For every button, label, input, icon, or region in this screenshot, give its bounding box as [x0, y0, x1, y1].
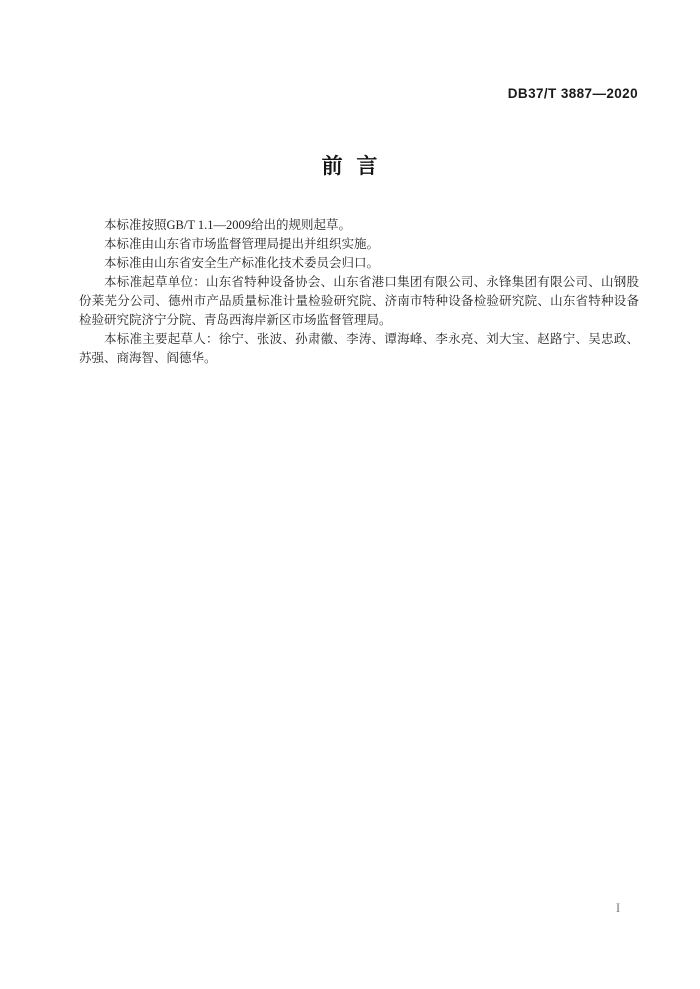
- paragraph-drafting-rule: 本标准按照GB/T 1.1—2009给出的规则起草。: [104, 218, 351, 232]
- foreword-body: [79, 216, 639, 368]
- page-number: I: [615, 900, 621, 915]
- paragraph-centralized-by: 本标准由山东省安全生产标准化技术委员会归口。: [104, 256, 380, 270]
- page-title: 前 言: [321, 155, 379, 178]
- paragraph-main-drafters: 本标准主要起草人：徐宁、张波、孙肃徽、李涛、谭海峰、李永亮、刘大宝、赵路宁、吴忠政、苏强、商海智、阎德华。: [79, 332, 639, 365]
- paragraph-drafting-organizations: 本标准起草单位：山东省特种设备协会、山东省港口集团有限公司、永锋集团有限公司、山钢股份莱芜分公司、德州市产品质量标准计量检验研究院、济南市特种设备检验研究院、山东省特种设备检验研究院济宁分院、青岛西海岸新区市场监督管理局。: [79, 275, 639, 327]
- standard-code-header: DB37/T 3887—2020: [507, 86, 638, 101]
- paragraph-proposed-by: 本标准由山东省市场监督管理局提出并组织实施。: [104, 237, 380, 251]
